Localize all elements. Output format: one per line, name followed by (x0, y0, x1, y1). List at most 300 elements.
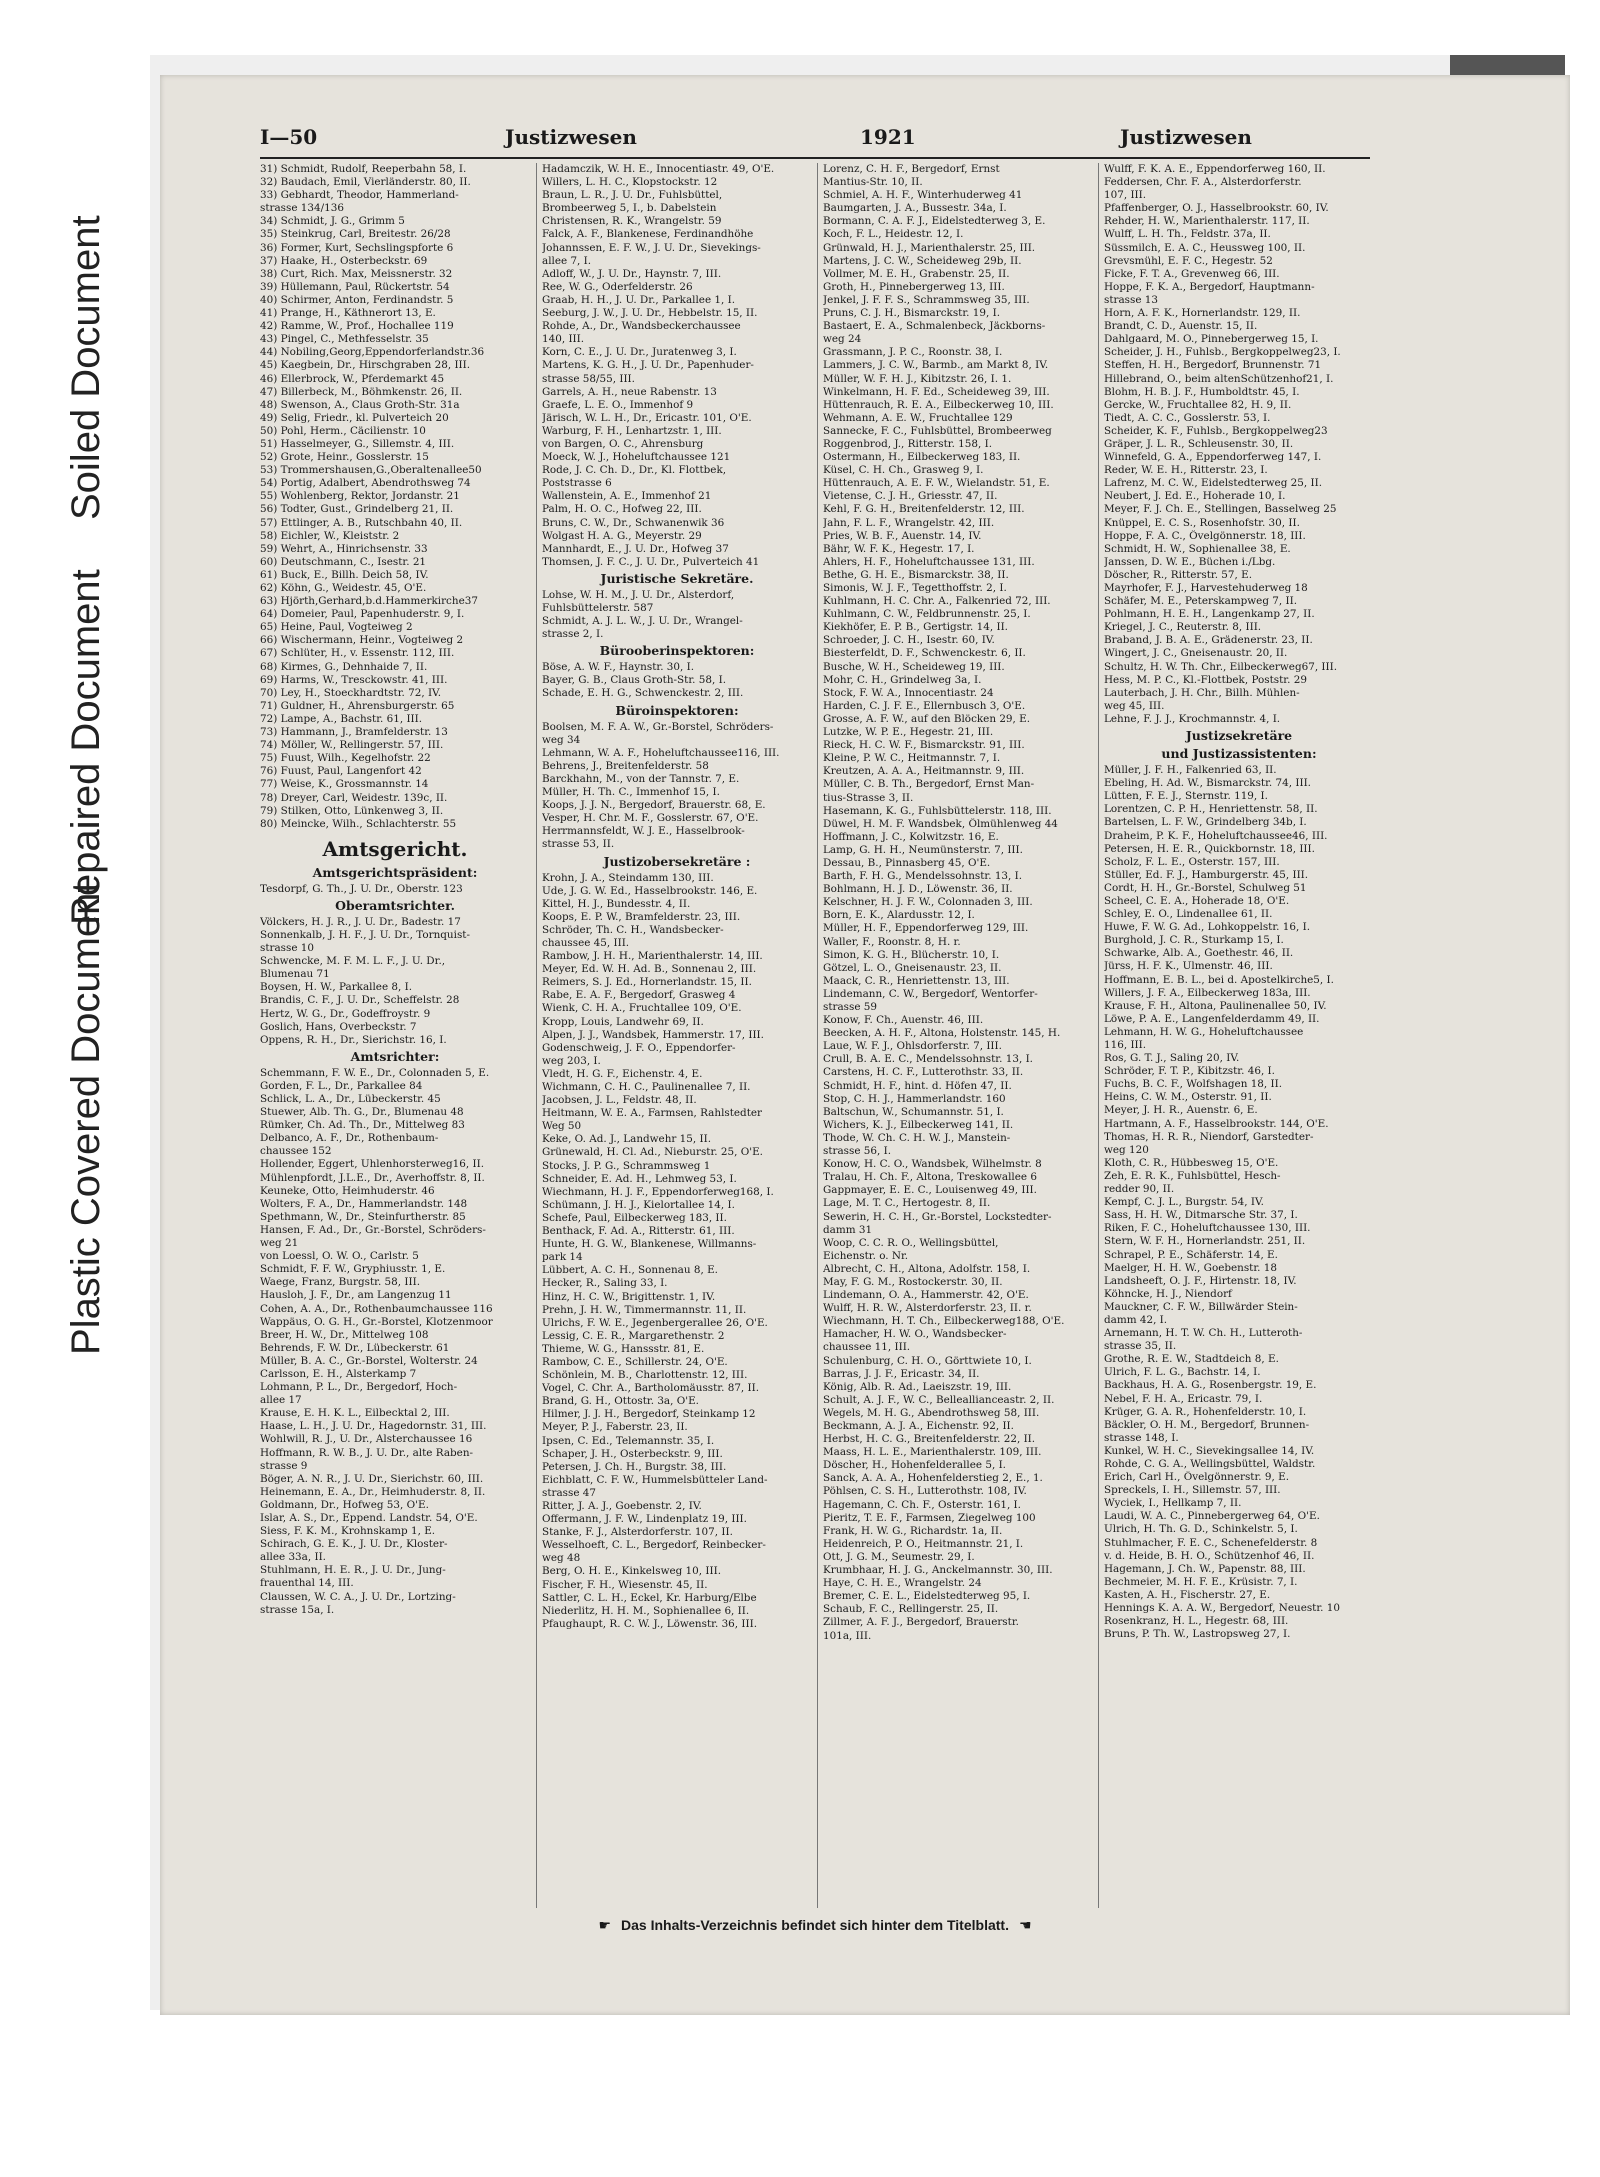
directory-entry: 49) Selig, Friedr., kl. Pulverteich 20 (260, 411, 449, 424)
directory-entry: Woop, C. C. R. O., Wellingsbüttel, (823, 1236, 999, 1249)
directory-entry: Järisch, W. L. H., Dr., Ericastr. 101, O'E. (542, 411, 752, 424)
directory-entry: Draheim, P. K. F., Hoheluftchaussee46, III. (1104, 829, 1328, 842)
directory-entry: 53) Trommershausen,G.,Oberaltenallee50 (260, 464, 482, 477)
directory-entry: von Bargen, O. C., Ahrensburg (542, 437, 704, 450)
directory-entry: Landsheeft, O. J. F., Hirtenstr. 18, IV. (1104, 1274, 1297, 1287)
directory-entry: Winkelmann, H. F. Ed., Scheideweg 39, III. (823, 385, 1050, 398)
directory-entry: Rieck, H. C. W. F., Bismarckstr. 91, III. (823, 739, 1025, 752)
directory-entry: 69) Harms, W., Tresckowstr. 41, III. (260, 673, 448, 686)
directory-entry: Heinemann, E. A., Dr., Heimhuderstr. 8, II. (260, 1485, 486, 1498)
section-heading: Amtsgerichtspräsident: (312, 864, 478, 880)
directory-entry: Rambow, J. H. H., Marienthalerstr. 14, III. (542, 950, 763, 963)
directory-entry: Schneider, E. Ad. H., Lehmweg 53, I. (542, 1172, 737, 1185)
directory-entry: Albrecht, C. H., Altona, Adolfstr. 158, I. (823, 1262, 1031, 1275)
directory-entry: Mohr, C. H., Grindelweg 3a, I. (823, 673, 982, 686)
directory-entry: Wiechmann, H. T. Ch., Eilbeckerweg188, O'E. (823, 1315, 1065, 1328)
directory-entry: Müller, H. Th. C., Immenhof 15, I. (542, 786, 720, 799)
directory-entry: weg 48 (542, 1552, 581, 1565)
directory-entry: Wohlwill, R. J., U. Dr., Alsterchaussee 16 (260, 1433, 473, 1446)
directory-entry: weg 120 (1104, 1143, 1149, 1156)
directory-entry: Wolters, F. A., Dr., Hammerlandstr. 148 (260, 1197, 468, 1210)
directory-entry: Müller, H. F., Eppendorferweg 129, III. (823, 922, 1029, 935)
directory-entry: 68) Kirmes, G., Dehnhaide 7, II. (260, 660, 428, 673)
directory-entry: Lehmann, W. A. F., Hoheluftchaussee116, III. (542, 746, 780, 759)
directory-entry: Vietense, C. J. H., Griesstr. 47, II. (823, 490, 998, 503)
directory-entry: Bruns, C. W., Dr., Schwanenwik 36 (542, 516, 725, 529)
directory-entry: Schulenburg, C. H. O., Görttwiete 10, I. (823, 1354, 1032, 1367)
directory-entry: Kropp, Louis, Landwehr 69, II. (542, 1015, 704, 1028)
directory-entry: Lohmann, P. L., Dr., Bergedorf, Hoch- (260, 1381, 458, 1394)
directory-entry: Kelschner, H. J. F. W., Colonnaden 3, III. (823, 896, 1033, 909)
directory-entry: 56) Todter, Gust., Grindelberg 21, II. (260, 503, 454, 516)
section-heading: Justizsekretäre (1185, 728, 1293, 744)
directory-entry: Maass, H. L. E., Marienthalerstr. 109, III. (823, 1446, 1042, 1459)
directory-entry: Petersen, H. E. R., Quickbornstr. 18, III. (1104, 842, 1315, 855)
directory-entry: Willers, L. H. C., Klopstockstr. 12 (542, 176, 718, 189)
directory-entry: 37) Haake, H., Osterbeckstr. 69 (260, 254, 428, 267)
directory-entry: Benthack, F. Ad. A., Ritterstr. 61, III. (542, 1225, 735, 1238)
directory-entry: 64) Domeier, Paul, Papenhuderstr. 9, I. (260, 608, 465, 621)
directory-entry: weg 45, III. (1104, 699, 1165, 712)
directory-entry: Wingert, J. C., Gneisenaustr. 20, II. (1104, 647, 1288, 660)
directory-entry: Lorenz, C. H. F., Bergedorf, Ernst (823, 163, 1000, 175)
directory-entry: Lindemann, C. W., Bergedorf, Wentorfer- (823, 987, 1038, 1000)
directory-entry: 44) Nobiling,Georg,Eppendorferlandstr.36 (260, 346, 485, 359)
directory-entry: Löwe, P. A. E., Langenfelderdamm 49, II. (1104, 1012, 1320, 1025)
directory-entry: Falck, A. F., Blankenese, Ferdinandhöhe (542, 228, 754, 241)
directory-entry: Blumenau 71 (260, 968, 330, 981)
directory-entry: Boolsen, M. F. A. W., Gr.-Borstel, Schröders- (542, 720, 774, 733)
directory-entry: Thomas, H. R. R., Niendorf, Garstedter- (1104, 1130, 1314, 1143)
directory-entry: Busche, W. H., Scheideweg 19, III. (823, 660, 1005, 673)
directory-entry: Horn, A. F. K., Hornerlandstr. 129, II. (1104, 307, 1301, 320)
directory-entry: Cordt, H. H., Gr.-Borstel, Schulweg 51 (1104, 881, 1307, 894)
directory-entry: Graab, H. H., J. U. Dr., Parkallee 1, I. (542, 293, 736, 306)
directory-entry: Heidenreich, P. O., Heitmannstr. 21, I. (823, 1537, 1024, 1550)
directory-entry: Kasten, A. H., Fischerstr. 27, E. (1104, 1588, 1271, 1601)
directory-entry: 72) Lampe, A., Bachstr. 61, III. (260, 712, 423, 725)
section-heading: Amtsgericht. (322, 836, 468, 861)
directory-entry: 52) Grote, Heinr., Gosslerstr. 15 (260, 451, 429, 464)
directory-entry: 75) Fuust, Wilh., Kegelhofstr. 22 (260, 752, 431, 765)
directory-entry: Siess, F. K. M., Krohnskamp 1, E. (260, 1525, 436, 1538)
directory-entry: Waege, Franz, Burgstr. 58, III. (260, 1276, 420, 1289)
directory-entry: Dahlgaard, M. O., Pinnebergerweg 15, I. (1104, 333, 1319, 346)
directory-entry: Garrels, A. H., neue Rabenstr. 13 (542, 385, 717, 398)
directory-entry: strasse 13 (1104, 293, 1159, 306)
directory-entry: Rehder, H. W., Marienthalerstr. 117, II. (1104, 215, 1310, 228)
directory-entry: Braun, L. R., J. U. Dr., Fuhlsbüttel, (542, 189, 723, 202)
directory-entry: Wesselhoeft, C. L., Bergedorf, Reinbecker- (542, 1539, 766, 1552)
directory-entry: Fuhlsbüttelerstr. 587 (542, 602, 654, 614)
directory-entry: Sewerin, H. C. H., Gr.-Borstel, Lockstedter- (823, 1210, 1052, 1223)
directory-entry: Winnefeld, G. A., Eppendorferweg 147, I. (1104, 451, 1322, 464)
directory-entry: 67) Schlüter, H., v. Essenstr. 112, III. (260, 647, 455, 660)
directory-entry: strasse 59 (823, 1001, 878, 1013)
directory-entry: strasse 35, II. (1104, 1340, 1177, 1353)
directory-entry: Ude, J. G. W. Ed., Hasselbrookstr. 146, E. (542, 884, 758, 897)
directory-entry: Stanke, F. J., Alsterdorferstr. 107, II. (542, 1526, 733, 1539)
directory-entry: Burghold, J. C. R., Sturkamp 15, I. (1104, 934, 1284, 947)
directory-entry: Bayer, G. B., Claus Groth-Str. 58, I. (542, 674, 727, 687)
directory-entry: Grothe, R. E. W., Stadtdeich 8, E. (1104, 1353, 1279, 1366)
column-divider (536, 163, 537, 1908)
directory-entry: Simonis, W. J. F., Tegetthoffstr. 2, I. (823, 582, 1007, 594)
directory-entry: Alpen, J. J., Wandsbek, Hammerstr. 17, III. (542, 1028, 764, 1041)
directory-entry: 39) Hüllemann, Paul, Rückertstr. 54 (260, 280, 450, 293)
directory-entry: Schroeder, J. C. H., Isestr. 60, IV. (823, 634, 995, 647)
label-plastic-covered: Plastic Covered Document (64, 881, 108, 1355)
directory-entry: Wulff, F. K. A. E., Eppendorferweg 160, II. (1104, 163, 1326, 175)
directory-entry: 40) Schirmer, Anton, Ferdinandstr. 5 (260, 293, 454, 306)
directory-entry: Lohse, W. H. M., J. U. Dr., Alsterdorf, (542, 588, 735, 601)
section-heading: und Justizassistenten: (1161, 746, 1317, 762)
directory-entry: Köhncke, H. J., Niendorf (1104, 1287, 1232, 1300)
directory-entry: Wehmann, A. E. W., Fruchtallee 129 (823, 411, 1013, 424)
directory-entry: Waller, F., Roonstr. 8, H. r. (823, 935, 961, 948)
directory-entry: Schmidt, H. W., Sophienallee 38, E. (1104, 542, 1291, 555)
directory-entry: frauenthal 14, III. (260, 1577, 354, 1590)
directory-entry: 71) Guldner, H., Ahrensburgerstr. 65 (260, 699, 455, 712)
directory-entry: Meyer, Ed. W. H. Ad. B., Sonnenau 2, III. (542, 963, 757, 976)
directory-entry: strasse 15a, I. (260, 1603, 335, 1616)
directory-entry: 78) Dreyer, Carl, Weidestr. 139c, II. (260, 791, 448, 804)
directory-entry: Sannecke, F. C., Fuhlsbüttel, Brombeerweg (823, 424, 1052, 437)
directory-entry: Koops, E. P. W., Bramfelderstr. 23, III. (542, 910, 741, 923)
directory-entry: Herbst, H. C. G., Breitenfelderstr. 22, II. (823, 1433, 1036, 1446)
directory-entry: Hoffmann, J. C., Kolwitzstr. 16, E. (823, 830, 999, 843)
directory-entry: Goslich, Hans, Overbeckstr. 7 (260, 1020, 417, 1033)
directory-entry: 38) Curt, Rich. Max, Meissnerstr. 32 (260, 267, 453, 280)
directory-entry: Kleine, P. W. C., Heitmannstr. 7, I. (823, 752, 1001, 765)
directory-entry: Stuhlmacher, F. E. C., Schenefelderstr. 8 (1104, 1536, 1318, 1549)
directory-entry: Barth, F. H. G., Mendelssohnstr. 13, I. (823, 870, 1023, 883)
directory-entry: Islar, A. S., Dr., Eppend. Landstr. 54, O'E. (260, 1512, 478, 1524)
directory-entry: Bremer, C. E. L., Eidelstedterweg 95, I. (823, 1590, 1031, 1603)
directory-entry: Maelger, H. H. W., Goebenstr. 18 (1104, 1261, 1277, 1274)
directory-entry: Fischer, F. H., Wiesenstr. 45, II. (542, 1578, 708, 1591)
directory-entry: Hausloh, J. F., Dr., am Langenzug 11 (260, 1289, 452, 1302)
directory-entry: Bruns, P. Th. W., Lastropsweg 27, I. (1104, 1628, 1291, 1641)
directory-entry: Pohlmann, H. E. H., Langenkamp 27, II. (1104, 608, 1315, 621)
directory-entry: Ros, G. T. J., Saling 20, IV. (1104, 1052, 1240, 1065)
directory-entry: Hadamczik, W. H. E., Innocentiastr. 49, O'E. (542, 163, 775, 175)
directory-entry: Schmidt, F. F. W., Gryphiusstr. 1, E. (260, 1263, 446, 1276)
directory-entry: Spethmann, W., Dr., Steinfurtherstr. 85 (260, 1210, 466, 1223)
directory-entry: damm 42, I. (1104, 1313, 1168, 1326)
directory-entry: Meyer, P. J., Faberstr. 23, II. (542, 1421, 688, 1434)
directory-entry: Lorentzen, C. P. H., Henriettenstr. 58, II. (1104, 803, 1318, 816)
directory-entry: Ficke, F. T. A., Grevenweg 66, III. (1104, 267, 1280, 280)
directory-entry: Völckers, H. J. R., J. U. Dr., Badestr. 17 (260, 915, 461, 928)
directory-entry: Janssen, D. W. E., Büchen i./Lbg. (1104, 555, 1276, 568)
directory-entry: 101a, III. (823, 1629, 872, 1642)
directory-page (160, 75, 1570, 2015)
directory-entry: Hoppe, F. A. C., Övelgönnerstr. 18, III. (1104, 529, 1306, 542)
directory-entry: Simon, K. G. H., Blücherstr. 10, I. (823, 948, 1000, 961)
directory-entry: Moeck, W. J., Hoheluftchaussee 121 (542, 451, 731, 464)
directory-entry: strasse 134/136 (260, 202, 344, 215)
directory-entry: Tesdorpf, G. Th., J. U. Dr., Oberstr. 123 (260, 882, 463, 895)
directory-entry: Zillmer, A. F. J., Bergedorf, Brauerstr. (823, 1616, 1019, 1629)
directory-entry: Krohn, J. A., Steindamm 130, III. (542, 871, 714, 884)
directory-entry: Grosse, A. F. W., auf den Blöcken 29, E. (823, 712, 1031, 725)
directory-entry: Roggenbrod, J., Ritterstr. 158, I. (823, 437, 993, 450)
directory-entry: Gercke, W., Fruchtallee 82, H. 9, II. (1104, 398, 1292, 411)
directory-entry: Fuchs, B. C. F., Wolfshagen 18, II. (1104, 1078, 1283, 1091)
directory-entry: Krause, F. H., Altona, Paulinenallee 50, IV. (1104, 999, 1327, 1012)
directory-entry: Wienk, C. H. A., Fruchtallee 109, O'E. (542, 1002, 742, 1015)
directory-entry: Mauckner, C. F. W., Billwärder Stein- (1104, 1300, 1298, 1313)
directory-entry: Brand, G. H., Ottostr. 3a, O'E. (542, 1395, 699, 1408)
pointing-hand-icon: ☚ (1018, 1917, 1032, 1933)
column-1 (260, 163, 530, 1908)
directory-entry: Rode, J. C. Ch. D., Dr., Kl. Flottbek, (542, 464, 727, 477)
header-rule (260, 157, 1370, 159)
directory-entry: Hennings K. A. A. W., Bergedorf, Neuestr. 10 (1104, 1602, 1341, 1615)
directory-entry: Grünwald, H. J., Marienthalerstr. 25, III. (823, 241, 1036, 254)
directory-entry: Stocks, J. P. G., Schrammsweg 1 (542, 1159, 711, 1172)
directory-entry: 61) Buck, E., Billh. Deich 58, IV. (260, 568, 429, 581)
directory-entry: Pfaffenberger, O. J., Hasselbrookstr. 60, IV. (1104, 202, 1329, 215)
directory-entry: Wolgast H. A. G., Meyerstr. 29 (542, 529, 702, 542)
directory-entry: Kreutzen, A. A. A., Heitmannstr. 9, III. (823, 765, 1025, 778)
directory-entry: 107, III. (1104, 189, 1147, 202)
directory-entry: Schäfer, M. E., Peterskampweg 7, II. (1104, 595, 1298, 608)
directory-entry: park 14 (542, 1251, 583, 1264)
directory-entry: Oppens, R. H., Dr., Sierichstr. 16, I. (260, 1033, 447, 1046)
directory-entry: Weg 50 (542, 1120, 582, 1133)
directory-entry: May, F. G. M., Rostockerstr. 30, II. (823, 1275, 1003, 1288)
directory-entry: Mannhardt, E., J. U. Dr., Hofweg 37 (542, 542, 729, 555)
directory-entry: 73) Hammann, J., Bramfelderstr. 13 (260, 726, 448, 739)
directory-entry: Grevsmühl, E. F. C., Hegestr. 52 (1104, 254, 1273, 267)
directory-entry: Ostermann, H., Eilbeckerweg 183, II. (823, 451, 1021, 464)
directory-entry: Keke, O. Ad. J., Landwehr 15, II. (542, 1133, 712, 1146)
directory-entry: Offermann, J. F. W., Lindenplatz 19, III. (542, 1513, 747, 1526)
directory-entry: strasse 2, I. (542, 628, 604, 641)
directory-entry: 79) Stilken, Otto, Lünkenweg 3, II. (260, 804, 444, 817)
directory-entry: Ritter, J. A. J., Goebenstr. 2, IV. (542, 1500, 702, 1512)
directory-entry: Behrens, J., Breitenfelderstr. 58 (542, 759, 709, 772)
directory-entry: Stern, W. F. H., Hornerlandstr. 251, II. (1104, 1235, 1306, 1248)
directory-entry: Brandt, C. D., Auenstr. 15, II. (1104, 320, 1258, 333)
directory-entry: Kuhlmann, C. W., Feldbrunnenstr. 25, I. (823, 608, 1031, 621)
directory-entry: Laudi, W. A. C., Pinnebergerweg 64, O'E. (1104, 1510, 1320, 1523)
header-year: 1921 (860, 125, 916, 149)
footer-text: Das Inhalts-Verzeichnis befindet sich hinter dem Titelblatt. (621, 1917, 1009, 1933)
column-4 (1104, 163, 1374, 1908)
directory-entry: Rabe, E. A. F., Bergedorf, Grasweg 4 (542, 989, 736, 1002)
directory-entry: Hoppe, F. K. A., Bergedorf, Hauptmann- (1104, 280, 1315, 293)
directory-entry: allee 7, I. (542, 254, 592, 267)
directory-entry: Laue, W. F. J., Ohlsdorferstr. 7, III. (823, 1040, 1002, 1053)
directory-entry: Hagemann, J. Ch. W., Papenstr. 88, III. (1104, 1562, 1306, 1575)
label-repaired: Repaired Document (64, 569, 108, 925)
directory-entry: chaussee 152 (260, 1145, 332, 1158)
directory-entry: Claussen, W. C. A., J. U. Dr., Lortzing- (260, 1590, 456, 1603)
directory-entry: Wallenstein, A. E., Immenhof 21 (542, 490, 712, 503)
directory-entry: Krumbhaar, H. J. G., Anckelmannstr. 30, III. (823, 1564, 1053, 1577)
directory-entry: Lamp, G. H. H., Neumünsterstr. 7, III. (823, 843, 1023, 856)
directory-entry: Feddersen, Chr. F. A., Alsterdorferstr. (1104, 176, 1302, 189)
directory-entry: Frank, H. W. G., Richardstr. 1a, II. (823, 1524, 1003, 1537)
directory-entry: Koch, F. L., Heidestr. 12, I. (823, 228, 964, 241)
directory-entry: Beckmann, A. J. A., Eichenstr. 92, II. (823, 1420, 1014, 1432)
directory-entry: Tralau, H. Ch. F., Altona, Treskowallee 6 (823, 1171, 1037, 1184)
directory-entry: Schmidt, H. F., hint. d. Höfen 47, II. (823, 1079, 1012, 1092)
directory-entry: Hollender, Eggert, Uhlenhorsterweg16, II. (260, 1158, 485, 1171)
directory-entry: 34) Schmidt, J. G., Grimm 5 (260, 215, 405, 228)
directory-entry: Delbanco, A. F., Dr., Rothenbaum- (260, 1132, 439, 1145)
directory-entry: Carlsson, E. H., Alsterkamp 7 (260, 1367, 417, 1380)
page-footer (260, 1917, 1370, 1934)
directory-entry: Koops, J. J. N., Bergedorf, Brauerstr. 68, E. (542, 799, 766, 812)
directory-entry: Niederlitz, H. H. M., Sophienallee 6, II. (542, 1604, 750, 1617)
directory-entry: Ree, W. G., Oderfelderstr. 26 (542, 280, 693, 293)
directory-entry: 46) Ellerbrock, W., Pferdemarkt 45 (260, 372, 445, 385)
directory-entry: Sanck, A. A. A., Hohenfelderstieg 2, E., 1. (823, 1472, 1043, 1485)
directory-entry: strasse 9 (260, 1459, 308, 1472)
directory-entry: Pöhlsen, C. S. H., Lutterothstr. 108, IV. (823, 1485, 1027, 1498)
directory-entry: Wegels, M. H. G., Abendrothsweg 58, III. (823, 1406, 1040, 1419)
directory-entry: Berg, O. H. E., Kinkelsweg 10, III. (542, 1565, 722, 1578)
directory-entry: Schaub, F. C., Rellingerstr. 25, II. (823, 1603, 999, 1616)
directory-entry: Beecken, A. H. F., Altona, Holstenstr. 145, H. (823, 1027, 1061, 1040)
directory-entry: 58) Eichler, W., Kleiststr. 2 (260, 529, 400, 542)
directory-entry: Goldmann, Dr., Hofweg 53, O'E. (260, 1498, 429, 1511)
directory-entry: Meyer, F. J. Ch. E., Stellingen, Basselweg 25 (1104, 503, 1337, 516)
directory-entry: allee 33a, II. (260, 1551, 326, 1564)
directory-entry: 42) Ramme, W., Prof., Hochallee 119 (260, 320, 454, 333)
directory-entry: Huwe, F. W. G. Ad., Lohkoppelstr. 16, I. (1104, 921, 1311, 934)
column-divider (1098, 163, 1099, 1908)
directory-entry: 54) Portig, Adalbert, Abendrothsweg 74 (260, 477, 471, 490)
directory-entry: von Loessl, O. W. O., Carlstr. 5 (260, 1250, 419, 1263)
directory-entry: 70) Ley, H., Stoeckhardtstr. 72, IV. (260, 686, 442, 699)
directory-entry: Hinz, H. C. W., Brigittenstr. 1, IV. (542, 1290, 716, 1303)
directory-entry: Wichers, K. J., Eilbeckerweg 141, II. (823, 1118, 1014, 1131)
directory-entry: 65) Heine, Paul, Vogteiweg 2 (260, 621, 413, 634)
directory-entry: Lütten, F. E. J., Sternstr. 119, I. (1104, 790, 1268, 803)
directory-entry: Boysen, H. W., Parkallee 8, I. (260, 981, 413, 994)
directory-entry: Groth, H., Pinnebergerweg 13, III. (823, 280, 1005, 293)
directory-entry: 50) Pohl, Herm., Cäcilienstr. 10 (260, 424, 426, 437)
directory-entry: Hartmann, A. F., Hasselbrookstr. 144, O'E. (1104, 1117, 1329, 1130)
directory-entry: Martens, K. G. H., J. U. Dr., Papenhuder- (542, 359, 754, 372)
directory-entry: Kempf, C. J. L., Burgstr. 54, IV. (1104, 1196, 1264, 1209)
directory-entry: Schmidt, A. J. L. W., J. U. Dr., Wrangel- (542, 615, 743, 628)
directory-entry: Sass, H. H. W., Ditmarsche Str. 37, I. (1104, 1209, 1298, 1222)
directory-entry: Böger, A. N. R., J. U. Dr., Sierichstr. 60, III. (260, 1472, 484, 1485)
directory-entry: Thode, W. Ch. C. H. W. J., Manstein- (823, 1131, 1011, 1144)
directory-entry: Baumgarten, J. A., Bussestr. 34a, I. (823, 202, 1007, 215)
column-divider (817, 163, 818, 1908)
directory-entry: König, Alb. R. Ad., Laeiszstr. 19, III. (823, 1380, 1012, 1393)
directory-entry: Steffen, H. H., Bergedorf, Brunnenstr. 71 (1104, 359, 1322, 372)
directory-entry: 47) Billerbeck, M., Böhmkenstr. 26, II. (260, 385, 463, 398)
directory-entry: Nebel, F. H. A., Ericastr. 79, I. (1104, 1392, 1263, 1405)
directory-entry: Jürss, H. F. K., Ulmenstr. 46, III. (1104, 960, 1273, 973)
directory-entry: Süssmilch, E. A. C., Heussweg 100, II. (1104, 241, 1306, 254)
directory-entry: Grassmann, J. P. C., Roonstr. 38, I. (823, 346, 1003, 359)
directory-entry: 33) Gebhardt, Theodor, Hammerland- (260, 189, 459, 202)
directory-entry: Reder, W. E. H., Ritterstr. 23, I. (1104, 464, 1268, 477)
directory-entry: Breer, H. W., Dr., Mittelweg 108 (260, 1328, 429, 1341)
directory-entry: Ipsen, C. Ed., Telemannstr. 35, I. (542, 1434, 715, 1447)
directory-entry: weg 24 (823, 333, 862, 346)
directory-entry: Stuewer, Alb. Th. G., Dr., Blumenau 48 (260, 1106, 464, 1119)
directory-entry: Hilmer, J. J. H., Bergedorf, Steinkamp 12 (542, 1408, 756, 1421)
directory-entry: Kloth, C. R., Hübbesweg 15, O'E. (1104, 1156, 1279, 1169)
directory-entry: Bohlmann, H. J. D., Löwenstr. 36, II. (823, 883, 1013, 896)
directory-entry: Spreckels, I. H., Sillemstr. 57, III. (1104, 1484, 1281, 1497)
directory-entry: Meyer, J. H. R., Auenstr. 6, E. (1104, 1104, 1258, 1117)
directory-entry: weg 203, I. (542, 1054, 601, 1067)
directory-entry: Pruns, C. J. H., Bismarckstr. 19, I. (823, 307, 1000, 320)
directory-entry: Krause, E. H. K. L., Eilbecktal 2, III. (260, 1407, 450, 1420)
directory-entry: Vesper, H. Chr. M. F., Gosslerstr. 67, O'E. (542, 812, 759, 825)
directory-entry: Behrends, F. W. Dr., Lübeckerstr. 61 (260, 1341, 450, 1354)
directory-entry: Wyciek, I., Hellkamp 7, II. (1104, 1497, 1242, 1510)
directory-entry: Lammers, J. C. W., Barmb., am Markt 8, IV. (823, 359, 1049, 372)
directory-entry: 31) Schmidt, Rudolf, Reeperbahn 58, I. (260, 163, 467, 175)
directory-entry: chaussee 11, III. (823, 1341, 911, 1354)
directory-entry: Arnemann, H. T. W. Ch. H., Lutteroth- (1104, 1327, 1303, 1340)
directory-entry: Schwarke, Alb. A., Goethestr. 46, II. (1104, 947, 1294, 960)
directory-entry: Hüttenrauch, A. E. F. W., Wielandstr. 51, E. (823, 477, 1050, 490)
directory-entry: Stop, C. H. J., Hammerlandstr. 160 (823, 1092, 1006, 1105)
directory-entry: 116, III. (1104, 1039, 1147, 1051)
directory-entry: Kriegel, J. C., Reuterstr. 8, III. (1104, 621, 1262, 634)
directory-entry: 35) Steinkrug, Carl, Breitestr. 26/28 (260, 228, 451, 241)
directory-entry: Christensen, R. K., Wrangelstr. 59 (542, 215, 722, 228)
directory-entry: tius-Strasse 3, II. (823, 791, 914, 804)
directory-entry: Zeh, E. R. K., Fuhlsbüttel, Hesch- (1104, 1169, 1281, 1182)
directory-entry: Grünewald, H. Cl. Ad., Nieburstr. 25, O'E. (542, 1146, 763, 1159)
directory-entry: Thieme, W. G., Hanssstr. 81, E. (542, 1342, 705, 1355)
directory-entry: Müller, W. F. H. J., Kibitzstr. 26, I. 1. (823, 372, 1012, 385)
directory-entry: Palm, H. O. C., Hofweg 22, III. (542, 503, 702, 516)
section-heading: Oberamtsrichter. (335, 897, 455, 913)
directory-entry: Jahn, F. L. F., Wrangelstr. 42, III. (823, 516, 995, 529)
directory-entry: Mantius-Str. 10, II. (823, 176, 923, 189)
directory-entry: 80) Meincke, Wilh., Schlachterstr. 55 (260, 817, 457, 830)
directory-entry: Willers, J. F. A., Eilbeckerweg 183a, III. (1104, 986, 1311, 999)
directory-entry: 74) Möller, W., Rellingerstr. 57, III. (260, 739, 444, 752)
directory-entry: Stock, F. W. A., Innocentiastr. 24 (823, 686, 994, 699)
directory-entry: Scheider, K. F., Fuhlsb., Bergkoppelweg23 (1104, 424, 1328, 437)
directory-entry: Hunte, H. G. W., Blankenese, Willmanns- (542, 1238, 757, 1251)
directory-entry: Sonnenkalb, J. H. F., J. U. Dr., Tornquist- (260, 928, 470, 941)
directory-entry: chaussee 45, III. (542, 936, 630, 949)
directory-entry: Döscher, R., Ritterstr. 57, E. (1104, 568, 1253, 581)
directory-entry: Schönlein, M. B., Charlottenstr. 12, III. (542, 1369, 748, 1382)
directory-entry: Bechmeier, M. H. F. E., Krüsistr. 7, I. (1104, 1575, 1298, 1588)
directory-entry: Adloff, W., J. U. Dr., Haynstr. 7, III. (542, 267, 722, 280)
directory-entry: Keuneke, Otto, Heimhuderstr. 46 (260, 1184, 435, 1197)
directory-entry: Maack, C. R., Henriettenstr. 13, III. (823, 974, 1010, 987)
directory-entry: Hagemann, C. Ch. F., Osterstr. 161, I. (823, 1498, 1021, 1511)
directory-entry: Bethe, G. H. E., Bismarckstr. 38, II. (823, 568, 1009, 581)
directory-entry: Wichmann, C. H. C., Paulinenallee 7, II. (542, 1081, 751, 1093)
directory-entry: Wiechmann, H. J. F., Eppendorferweg168, I. (542, 1185, 774, 1198)
directory-entry: Bastaert, E. A., Schmalenbeck, Jäckborns- (823, 320, 1046, 333)
directory-entry: Lafrenz, M. C. W., Eidelstedterweg 25, II. (1104, 477, 1322, 490)
directory-entry: Dessau, B., Pinnasberg 45, O'E. (823, 856, 991, 869)
directory-entry: Ott, J. G. M., Seumestr. 29, I. (823, 1550, 975, 1563)
directory-entry: Riken, F. C., Hoheluftchaussee 130, III. (1104, 1222, 1311, 1235)
